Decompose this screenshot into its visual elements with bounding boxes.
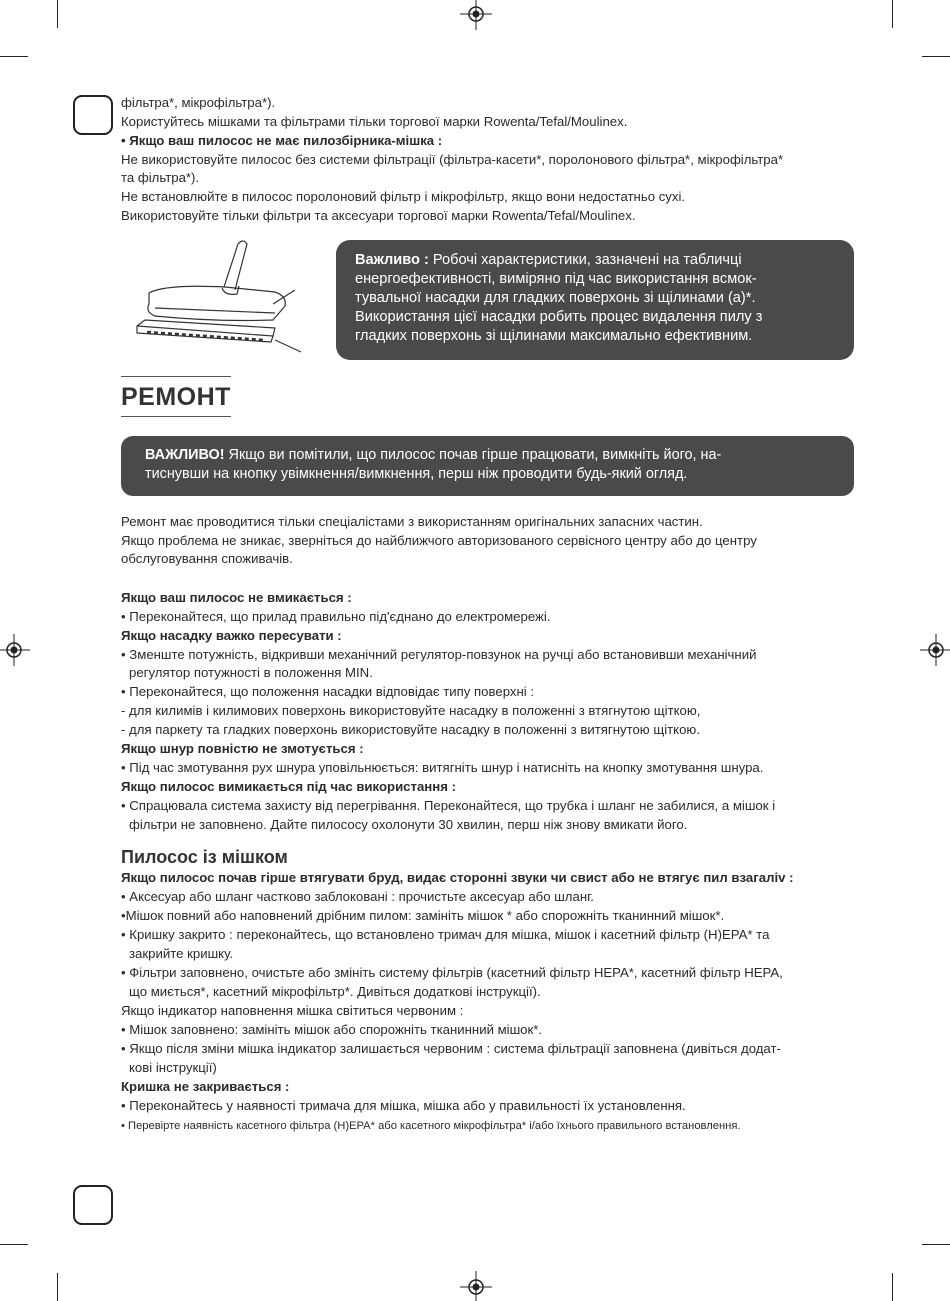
important-note-line: енергоефективності, виміряно під час використання всмок-: [355, 271, 757, 287]
important-note-box: [336, 240, 854, 360]
floor-nozzle-illustration: [125, 236, 305, 360]
important-label: Важливо :: [355, 252, 429, 268]
trouble-item: - для паркету та гладких поверхонь використовуйте насадку в положенні з витягнутою щіткою.: [121, 722, 700, 737]
trouble-item: - для килимів і килимових поверхонь використовуйте насадку в положенні з втягнутою щіткою,: [121, 703, 701, 718]
trouble-item: • Переконайтеся, що прилад правильно під'єднано до електромережі.: [121, 609, 551, 624]
crop-mark: [892, 1273, 893, 1301]
text-line: Не використовуйте пилосос без системи фільтрації (фільтра-касети*, поролонового фільтра*, мікрофільтра*: [121, 152, 784, 167]
bag-item: що миється*, касетний мікрофільтр*. Дивіться додаткові інструкції).: [129, 984, 541, 999]
text-line: фільтра*, мікрофільтра*).: [121, 95, 276, 110]
text-line: Використовуйте тільки фільтри та аксесуари торгової марки Rowenta/Tefal/Moulinex.: [121, 208, 636, 223]
crop-mark: [57, 1273, 58, 1301]
crop-mark: [0, 1244, 28, 1245]
bag-item: • Мішок заповнено: замініть мішок або спорожніть тканинний мішок*.: [121, 1022, 543, 1037]
registration-mark-icon: [920, 634, 950, 666]
trouble-item: • Зменште потужність, відкривши механічний регулятор-повзунок на ручці або встановивши механічний: [121, 647, 757, 662]
trouble-heading: Якщо ваш пилосос не вмикається :: [121, 590, 352, 605]
bag-item: • Фільтри заповнено, очистьте або змініть систему фільтрів (касетний фільтр HEPA*, касетний фільтр HEPA,: [121, 965, 783, 980]
trouble-item: • Під час змотування рух шнура уповільнюється: витягніть шнур і натисніть на кнопку змотування шнура.: [121, 760, 764, 775]
important-note-line: Важливо : Робочі характеристики, зазначені на табличці: [355, 252, 742, 268]
text-line: Не встановлюйте в пилосос поролоновий фільтр і мікрофільтр, якщо вони недостатньо сухі.: [121, 189, 686, 204]
bag-item: • Аксесуар або шланг частково заблоковані : прочистьте аксесуар або шланг.: [121, 889, 594, 904]
bag-item: • Якщо після зміни мішка індикатор залишається червоним : система фільтрації заповнена (дивіться додат-: [121, 1041, 781, 1056]
page-tab-bottom: [73, 1185, 113, 1225]
subsection-title: Пилосос із мішком: [121, 847, 288, 867]
trouble-item: • Переконайтеся, що положення насадки відповідає типу поверхні :: [121, 684, 535, 699]
trouble-item: фільтри не заповнено. Дайте пилососу охолонути 30 хвилин, перш ніж знову вмикати його.: [129, 817, 688, 832]
warning-box: [121, 436, 854, 496]
warning-line: тиснувши на кнопку увімкнення/вимкнення, перш ніж проводити будь-який огляд.: [145, 466, 688, 482]
crop-mark: [0, 56, 28, 57]
bag-item: • Кришку закрито : переконайтесь, що встановлено тримач для мішка, мішок і касетний фільтр (H)EPA* та: [121, 927, 770, 942]
text-heading: • Якщо ваш пилосос не має пилозбірника-мішка :: [121, 133, 443, 148]
bag-heading: Якщо пилосос почав гірше втягувати бруд, видає сторонні звуки чи свист або не втягує пил взагаліv :: [121, 870, 794, 885]
text-line: обслуговування споживачів.: [121, 551, 293, 566]
crop-mark: [892, 0, 893, 28]
bag-heading: Кришка не закривається :: [121, 1079, 290, 1094]
title-rule: [121, 376, 231, 377]
important-note-line: Використання цієї насадки робить процес видалення пилу з: [355, 309, 763, 325]
text-line: Якщо проблема не зникає, зверніться до найближчого авторизованого сервісного центру або до центру: [121, 533, 757, 548]
trouble-heading: Якщо насадку важко пересувати :: [121, 628, 342, 643]
crop-mark: [922, 1244, 950, 1245]
trouble-item: регулятор потужності в положення MIN.: [129, 665, 373, 680]
registration-mark-icon: [460, 0, 492, 30]
page-tab-top: [73, 95, 113, 135]
bag-item: • Переконайтесь у наявності тримача для мішка, мішка або у правильності їх установлення.: [121, 1098, 686, 1113]
bag-item: • Перевірте наявність касетного фільтра (H)EPA* або касетного мікрофільтра* і/або їхнього правильного встановлення.: [121, 1120, 741, 1132]
registration-mark-icon: [460, 1271, 492, 1301]
title-rule: [121, 416, 231, 417]
bag-item: Якщо індикатор наповнення мішка світиться червоним :: [121, 1003, 464, 1018]
trouble-heading: Якщо шнур повністю не змотується :: [121, 741, 364, 756]
registration-mark-icon: [0, 634, 30, 666]
section-title: РЕМОНТ: [121, 383, 231, 411]
warning-line: ВАЖЛИВО! Якщо ви помітили, що пилосос почав гірше працювати, вимкніть його, на-: [145, 447, 722, 463]
bag-item: •Мішок повний або наповнений дрібним пилом: замініть мішок * або спорожніть тканинний мішок*.: [121, 908, 725, 923]
text-line: Ремонт має проводитися тільки спеціалістами з використанням оригінальних запасних частин.: [121, 514, 703, 529]
trouble-heading: Якщо пилосос вимикається під час використання :: [121, 779, 456, 794]
text-line: Користуйтесь мішками та фільтрами тільки торгової марки Rowenta/Tefal/Moulinex.: [121, 114, 628, 129]
crop-mark: [922, 56, 950, 57]
important-note-line: гладких поверхонь зі щілинами максимально ефективним.: [355, 328, 753, 344]
text-line: та фільтра*).: [121, 170, 200, 185]
warning-label: ВАЖЛИВО!: [145, 447, 225, 463]
bag-item: закрийте кришку.: [129, 946, 234, 961]
crop-mark: [57, 0, 58, 28]
bag-item: кові інструкції): [129, 1060, 217, 1075]
trouble-item: • Спрацювала система захисту від перегрівання. Переконайтеся, що трубка і шланг не забилися, а мішок і: [121, 798, 776, 813]
important-note-line: тувальної насадки для гладких поверхонь зі щілинами (a)*.: [355, 290, 756, 306]
